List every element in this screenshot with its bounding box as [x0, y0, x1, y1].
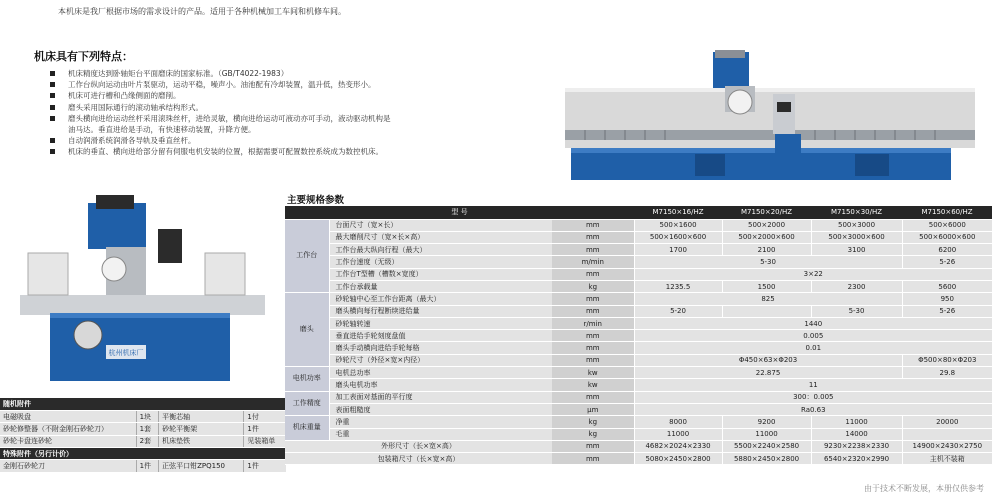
feature-item [48, 113, 448, 124]
spec-unit: mm [552, 391, 634, 403]
spec-unit: mm [552, 293, 634, 305]
feature-item [48, 79, 448, 90]
spec-unit: mm [552, 440, 634, 452]
spec-value: 500×6000×600 [902, 231, 992, 243]
accessory-cell: 砂轮卡盘连砂轮 [0, 435, 136, 447]
spec-value: 5600 [902, 280, 992, 292]
spec-row [285, 367, 992, 379]
spec-value: 500×3000×600 [811, 231, 902, 243]
spec-param: 工作台速度（无级） [329, 256, 552, 268]
accessory-row [0, 423, 286, 435]
spec-value: 500×6000 [902, 219, 992, 231]
surface-grinder-small-photo [10, 195, 275, 385]
model-header: M7150×30/HZ [811, 206, 902, 219]
bullet-icon [50, 105, 55, 110]
spec-param: 外形尺寸（长×宽×高） [285, 440, 552, 452]
spec-value: 22.875 [634, 367, 902, 379]
spec-row [285, 305, 992, 317]
spec-param: 毛重 [329, 428, 552, 440]
spec-param: 磨头电机功率 [329, 379, 552, 391]
spec-row [285, 354, 992, 366]
intro-text: 本机床是我厂根据市场的需求设计的产品。适用于各种机械加工车间和机修车间。 [58, 7, 346, 16]
feature-item [48, 146, 448, 157]
accessories-table [0, 398, 286, 473]
feature-text: 工作台纵向运动由叶片泵驱动，运动平稳，噪声小。油池配有冷却装置，温升低，热变形小。 [68, 80, 376, 90]
spec-row [285, 293, 992, 305]
spec-value: 11000 [634, 428, 722, 440]
bullet-icon [50, 116, 55, 121]
spec-row [285, 453, 992, 465]
accessory-section-title: 随机附件 [0, 398, 286, 410]
spec-unit: mm [552, 244, 634, 256]
spec-value [722, 305, 811, 317]
spec-value: 3×22 [634, 268, 992, 280]
spec-value: Φ500×80×Φ203 [902, 354, 992, 366]
spec-value: 1500 [722, 280, 811, 292]
model-header: M7150×20/HZ [722, 206, 811, 219]
spec-row [285, 280, 992, 292]
accessory-cell: 1块 [136, 410, 159, 422]
spec-param: 工作台承载量 [329, 280, 552, 292]
spec-row [285, 379, 992, 391]
spec-group-label: 机床重量 [285, 416, 329, 441]
spec-value: 300：0.005 [634, 391, 992, 403]
spec-row [285, 256, 992, 268]
accessory-cell: 正弦平口钳ZPQ150 [159, 460, 244, 472]
spec-value: 1700 [634, 244, 722, 256]
spec-param: 砂轮尺寸（外径×宽×内径） [329, 354, 552, 366]
spec-unit: mm [552, 268, 634, 280]
spec-row [285, 391, 992, 403]
spec-unit: kw [552, 367, 634, 379]
spec-row [285, 231, 992, 243]
spec-value: 5080×2450×2800 [634, 453, 722, 465]
accessory-cell: 1套 [136, 423, 159, 435]
spec-value: 5-26 [902, 256, 992, 268]
spec-value: 825 [634, 293, 902, 305]
spec-row [285, 440, 992, 452]
specs-header-row [285, 206, 992, 219]
bullet-icon [50, 93, 55, 98]
spec-value: 11000 [811, 416, 902, 428]
bullet-icon [50, 138, 55, 143]
accessory-cell: 2套 [136, 435, 159, 447]
spec-value: 11 [634, 379, 992, 391]
spec-param: 垂直进给手轮刻度盘值 [329, 330, 552, 342]
spec-value: 0.005 [634, 330, 992, 342]
spec-value: 4682×2024×2330 [634, 440, 722, 452]
spec-param: 工作台T型槽（槽数×宽度） [329, 268, 552, 280]
features-list [48, 68, 448, 158]
model-header: M7150×60/HZ [902, 206, 992, 219]
spec-value: 5-30 [811, 305, 902, 317]
spec-value: 8000 [634, 416, 722, 428]
spec-value: 500×3000 [811, 219, 902, 231]
spec-value: 29.8 [902, 367, 992, 379]
bullet-icon [50, 71, 55, 76]
bullet-icon [50, 82, 55, 87]
spec-unit: mm [552, 453, 634, 465]
accessory-section-title: 特殊附件（另行计价） [0, 448, 286, 460]
bullet-icon [50, 149, 55, 154]
accessory-cell: 平衡芯轴 [159, 410, 244, 422]
spec-value: Ra0.63 [634, 403, 992, 415]
accessory-cell: 机床垫铁 [159, 435, 244, 447]
spec-unit: mm [552, 231, 634, 243]
spec-unit: m/min [552, 256, 634, 268]
spec-param: 砂轮轴中心至工作台距离（最大） [329, 293, 552, 305]
spec-value: 20000 [902, 416, 992, 428]
spec-param: 台面尺寸（宽×长） [329, 219, 552, 231]
accessory-cell: 1件 [244, 423, 286, 435]
accessory-cell: 1件 [244, 460, 286, 472]
spec-row [285, 342, 992, 354]
spec-value: 500×1600 [634, 219, 722, 231]
accessory-cell: 电磁吸盘 [0, 410, 136, 422]
spec-group-label: 电机功率 [285, 367, 329, 392]
feature-text: 自动润滑系统润滑各导轨及垂直丝杆。 [68, 136, 196, 146]
spec-unit: mm [552, 354, 634, 366]
spec-row [285, 330, 992, 342]
accessory-row [0, 460, 286, 472]
surface-grinder-large-photo [565, 50, 985, 185]
spec-param: 磨头手动横向进给手轮每格 [329, 342, 552, 354]
spec-group-label: 工作精度 [285, 391, 329, 416]
spec-value: 9200 [722, 416, 811, 428]
spec-value: 5-20 [634, 305, 722, 317]
spec-param: 包装箱尺寸（长×宽×高） [285, 453, 552, 465]
spec-param: 最大磨削尺寸（宽×长×高） [329, 231, 552, 243]
spec-unit: mm [552, 305, 634, 317]
spec-unit: kg [552, 416, 634, 428]
spec-param: 电机总功率 [329, 367, 552, 379]
spec-value: 6540×2320×2990 [811, 453, 902, 465]
accessory-section-row [0, 448, 286, 460]
spec-row [285, 219, 992, 231]
spec-value: 3100 [811, 244, 902, 256]
spec-value: 2300 [811, 280, 902, 292]
spec-unit: r/min [552, 317, 634, 329]
feature-text: 油马达。垂直进给是手动，有快速移动装置，升降方便。 [68, 125, 256, 135]
spec-value: 主机不装箱 [902, 453, 992, 465]
spec-value: 6200 [902, 244, 992, 256]
spec-value: 5880×2450×2800 [722, 453, 811, 465]
feature-item [48, 90, 448, 101]
spec-unit: mm [552, 219, 634, 231]
spec-row [285, 428, 992, 440]
features-title: 机床具有下列特点： [34, 50, 133, 63]
feature-text: 机床可进行槽和凸缘侧面的磨削。 [68, 91, 181, 101]
spec-unit: kg [552, 428, 634, 440]
accessory-cell: 见装箱单 [244, 435, 286, 447]
spec-value: 5-30 [634, 256, 902, 268]
spec-value: 11000 [722, 428, 811, 440]
machine-brand-label: 杭州机床厂 [108, 349, 144, 357]
spec-value: 500×2000×600 [722, 231, 811, 243]
feature-item [48, 124, 448, 135]
accessory-cell: 砂轮平衡架 [159, 423, 244, 435]
spec-value: 9230×2238×2330 [811, 440, 902, 452]
feature-item [48, 135, 448, 146]
feature-text: 机床的垂直、横向进给部分留有伺服电机安装的位置，根据需要可配置数控系统成为数控机床。 [68, 147, 383, 157]
specs-table [285, 206, 992, 465]
specs-header-label: 型 号 [285, 206, 634, 219]
spec-value: 14000 [811, 428, 902, 440]
spec-group-label: 工作台 [285, 219, 329, 293]
spec-unit: mm [552, 342, 634, 354]
feature-item [48, 102, 448, 113]
spec-value: 5-26 [902, 305, 992, 317]
spec-unit: mm [552, 330, 634, 342]
spec-row [285, 268, 992, 280]
accessory-cell: 1件 [136, 460, 159, 472]
spec-param: 砂轮轴转速 [329, 317, 552, 329]
spec-param: 净重 [329, 416, 552, 428]
accessory-section-row [0, 398, 286, 410]
spec-row [285, 403, 992, 415]
accessory-row [0, 410, 286, 422]
feature-item [48, 68, 448, 79]
spec-value [902, 428, 992, 440]
spec-value: Φ450×63×Φ203 [634, 354, 902, 366]
accessory-cell: 砂轮修整器（不附金刚石砂轮刀） [0, 423, 136, 435]
accessory-cell: 金刚石砂轮刀 [0, 460, 136, 472]
spec-value: 950 [902, 293, 992, 305]
spec-unit: kg [552, 280, 634, 292]
spec-param: 工作台最大纵向行程（最大） [329, 244, 552, 256]
spec-value: 2100 [722, 244, 811, 256]
footnote: 由于技术不断发展，本册仅供参考 [864, 484, 984, 493]
spec-group-label: 磨头 [285, 293, 329, 367]
spec-row [285, 244, 992, 256]
accessory-row [0, 435, 286, 447]
feature-text: 磨头采用国际通行的滚动轴承结构形式。 [68, 102, 203, 112]
spec-unit: kw [552, 379, 634, 391]
spec-row [285, 317, 992, 329]
spec-row [285, 416, 992, 428]
accessory-cell: 1付 [244, 410, 286, 422]
spec-value: 14900×2430×2750 [902, 440, 992, 452]
spec-value: 500×1600×600 [634, 231, 722, 243]
feature-text: 机床精度达到卧轴矩台平面磨床的国家标准。（GB/T4022-1983） [68, 69, 289, 78]
spec-param: 磨头横向每行程断续进给量 [329, 305, 552, 317]
feature-text: 磨头横向进给运动丝杆采用滚珠丝杆，进给灵敏，横向进给运动可液动亦可手动，液动驱动机构是 [68, 113, 391, 123]
model-header: M7150×16/HZ [634, 206, 722, 219]
spec-unit: μm [552, 403, 634, 415]
specs-title: 主要规格参数 [287, 195, 345, 206]
spec-value: 5500×2240×2580 [722, 440, 811, 452]
spec-value: 1235.5 [634, 280, 722, 292]
spec-param: 表面粗糙度 [329, 403, 552, 415]
spec-value: 0.01 [634, 342, 992, 354]
spec-value: 1440 [634, 317, 992, 329]
spec-param: 加工表面对基面的平行度 [329, 391, 552, 403]
spec-value: 500×2000 [722, 219, 811, 231]
